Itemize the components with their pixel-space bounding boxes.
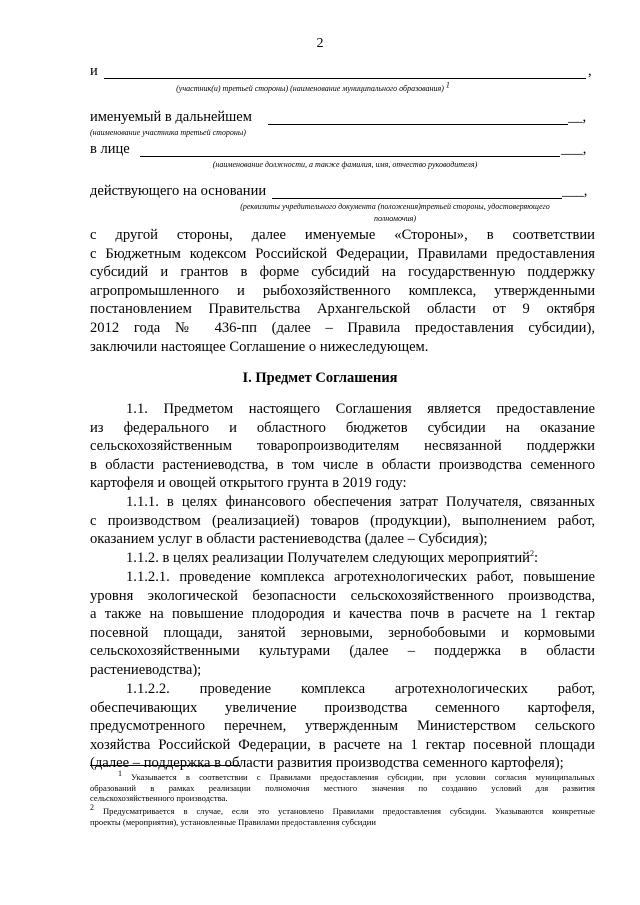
p111-line: с производством (реализацией) товаров (продукции), выполнением работ, bbox=[90, 512, 595, 529]
p1121-line: посевной площади, занятой зерновыми, зернобобовыми и кормовыми bbox=[90, 624, 595, 641]
p1-line: из федерального и областного бюджетов субсидии на оказание bbox=[90, 419, 595, 436]
p1121-line: уровня экологической безопасности сельскохозяйственного производства, bbox=[90, 587, 595, 604]
and-blank-line bbox=[104, 62, 586, 79]
basis-prefix: действующего на основании bbox=[90, 183, 267, 199]
and-prefix: и bbox=[90, 63, 98, 79]
intro-line: агропромышленного и рыбохозяйственного комплекса, утвержденными bbox=[90, 282, 595, 299]
footnote-2 bbox=[90, 803, 595, 827]
p1-line: 1.1. Предметом настоящего Соглашения является предоставление bbox=[126, 401, 595, 417]
page-number: 2 bbox=[316, 36, 324, 51]
paragraph-1-1 bbox=[90, 400, 595, 493]
footnote-2-line: $^2$ Предусматривается в случае, если это установлено Правилами предоставления субсидии. Указываются конкретные bbox=[90, 803, 595, 816]
basis-blank-line bbox=[272, 182, 562, 199]
p1122-line: обеспечивающих увеличение производства семенного картофеля, bbox=[90, 699, 595, 716]
p1122-line: хозяйства Российской Федерации, в расчете на 1 гектар посевной площади bbox=[90, 736, 595, 753]
p1-line: картофеля и овощей открытого грунта в 2019 году: bbox=[90, 475, 407, 492]
named-hint: (наименование участника третьей стороны) bbox=[90, 128, 246, 137]
p1-line: в области растениеводства, в том числе в области производства семенного bbox=[90, 456, 595, 473]
intro-line: субсидий и грантов в форме субсидий на государственную поддержку bbox=[90, 264, 595, 281]
and-trailing: , bbox=[588, 63, 592, 79]
footnote-1-line: образований в рамках реализации полномочия местного значения по созданию условий для развития bbox=[90, 782, 595, 793]
named-trailing: __, bbox=[568, 109, 587, 125]
footnote-2-line: проекты (мероприятия), установленные Правилами предоставления субсидии bbox=[90, 816, 376, 827]
named-prefix: именуемый в дальнейшем bbox=[90, 109, 252, 125]
p1121-line: растениеводства); bbox=[90, 661, 202, 678]
section-heading: I. Предмет Соглашения bbox=[242, 370, 398, 386]
p111-line: 1.1.1. в целях финансового обеспечения затрат Получателя, связанных bbox=[126, 494, 595, 510]
basis-trailing: ___, bbox=[562, 183, 588, 199]
p1-line: сельскохозяйственным товаропроизводителям несвязанной поддержки bbox=[90, 438, 595, 455]
p1121-line: 1.1.2.1. проведение комплекса агротехнологических работ, повышение bbox=[126, 569, 595, 585]
paragraph-1-1-2-2 bbox=[90, 680, 595, 773]
footnote-1-line: сельскохозяйственного производства. bbox=[90, 793, 228, 803]
basis-hint-2: полномочия) bbox=[373, 214, 417, 223]
paragraph-1-1-1 bbox=[90, 493, 595, 549]
footnote-1-line: $^1$ Указывается в соответствии с Правилами предоставления субсидии, при условии согласия муниципальных bbox=[118, 769, 595, 782]
intro-line: с другой стороны, далее именуемые «Стороны», в соответствии bbox=[90, 227, 595, 243]
intro-line: заключили настоящее Соглашение о нижеследующем. bbox=[90, 338, 429, 355]
p1122-line: (далее – поддержка в области развития производства семенного картофеля); bbox=[90, 755, 564, 772]
p1121-line: а также на повышение плодородия и качества почв в расчете на 1 гектар bbox=[90, 606, 595, 623]
p111-line: оказанием услуг в области растениеводства (далее – Субсидия); bbox=[90, 531, 488, 548]
person-blank-line bbox=[140, 140, 560, 157]
intro-line: с Бюджетным кодексом Российской Федерации, Правилами предоставления bbox=[90, 245, 595, 262]
named-blank-line bbox=[268, 108, 568, 125]
footnote-separator bbox=[90, 765, 240, 766]
paragraph-1-1-2 bbox=[90, 549, 595, 568]
person-trailing: ___, bbox=[561, 141, 587, 157]
and-hint: (участник(и) третьей стороны) (наименование муниципального образования) $^1$ bbox=[176, 80, 450, 93]
person-prefix: в лице bbox=[90, 141, 130, 157]
paragraph-1-1-2-1 bbox=[90, 568, 595, 680]
p1122-line: 1.1.2.2. проведение комплекса агротехнологических работ, bbox=[126, 681, 595, 697]
person-hint: (наименование должности, а также фамилия, имя, отчество руководителя) bbox=[212, 160, 478, 169]
intro-line: 2012 года № 436-пп (далее – Правила предоставления субсидии), bbox=[90, 319, 595, 336]
p1121-line: сельскохозяйственными культурами (далее – поддержка в области bbox=[90, 643, 595, 660]
basis-hint-1: (реквизиты учредительного документа (положения)третьей стороны, удостоверяющего bbox=[240, 202, 550, 211]
p112-line: 1.1.2. в целях реализации Получателем следующих мероприятий$^2$: bbox=[126, 549, 539, 566]
intro-line: постановлением Правительства Архангельской области от 9 октября bbox=[90, 301, 595, 318]
p1122-line: предусмотренного перечнем, утвержденным Министерством сельского bbox=[90, 718, 595, 735]
footnote-1 bbox=[90, 769, 595, 804]
intro-paragraph bbox=[90, 226, 595, 356]
